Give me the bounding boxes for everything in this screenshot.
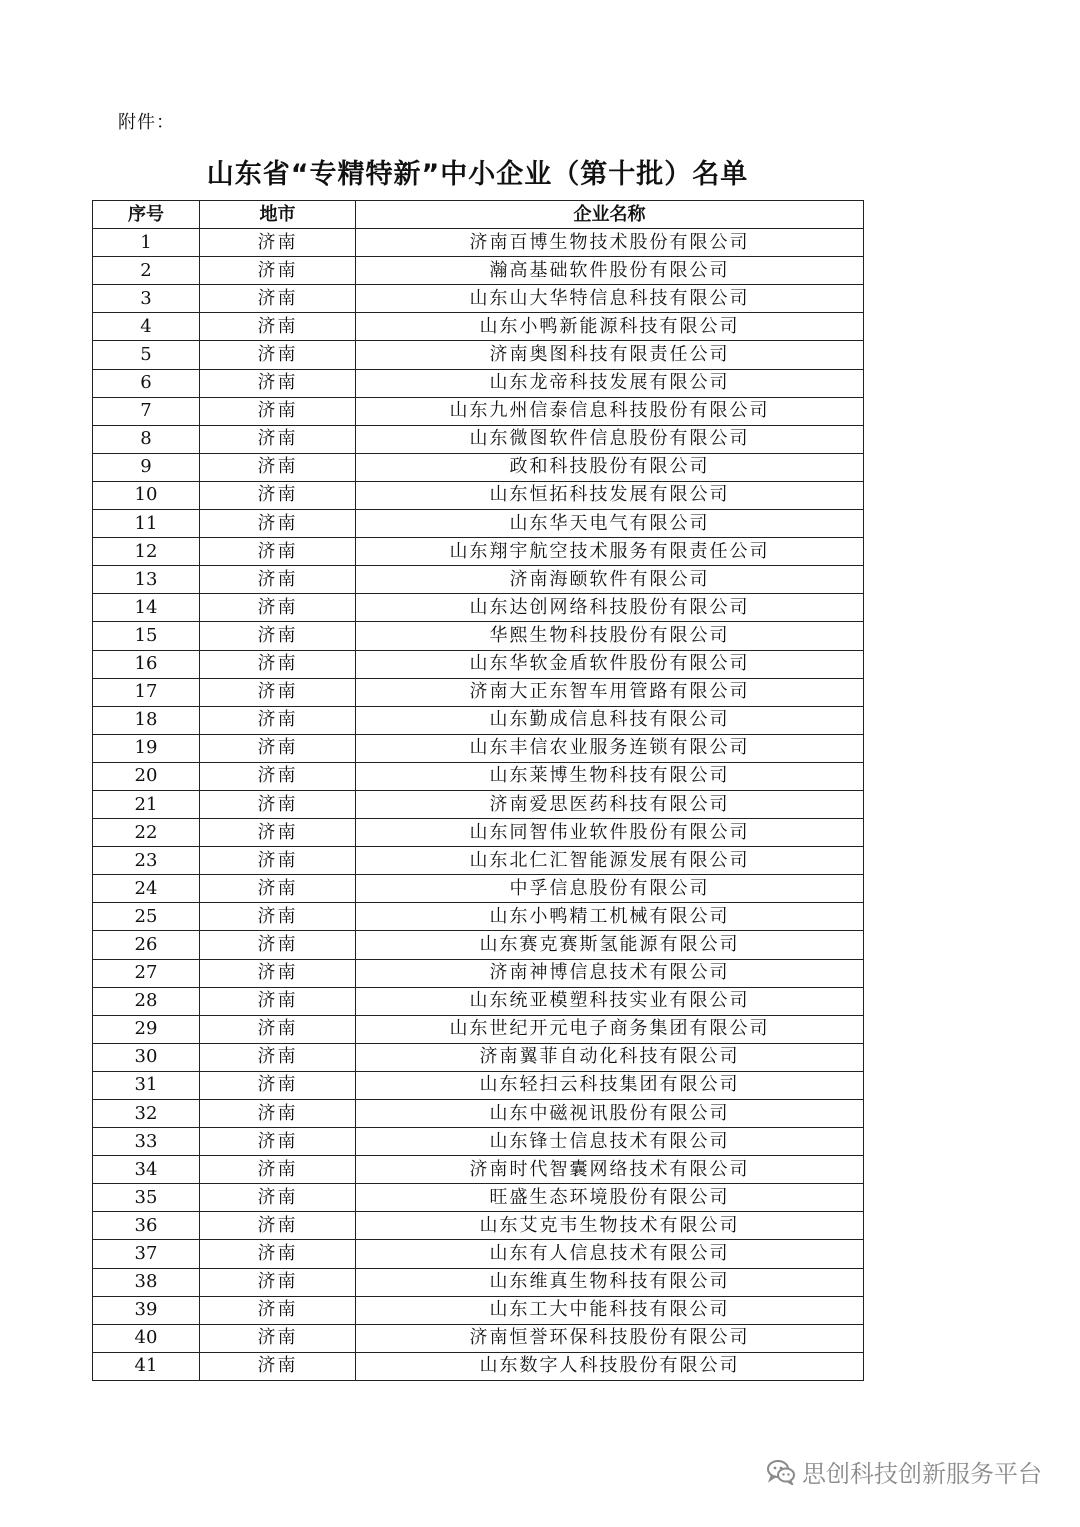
row-company: 山东勤成信息科技有限公司 <box>356 706 864 734</box>
table-row <box>93 1043 864 1071</box>
row-company: 山东小鸭新能源科技有限公司 <box>356 313 864 341</box>
table-row <box>93 425 864 453</box>
row-city: 济南 <box>200 369 356 397</box>
attachment-label: 附件： <box>118 112 175 133</box>
row-index: 33 <box>93 1128 200 1156</box>
row-index: 10 <box>93 481 200 509</box>
row-company: 济南恒誉环保科技股份有限公司 <box>356 1324 864 1352</box>
column-header-company: 企业名称 <box>356 201 864 229</box>
row-city: 济南 <box>200 1128 356 1156</box>
row-company: 济南奥图科技有限责任公司 <box>356 341 864 369</box>
watermark-text: 思创科技创新服务平台 <box>802 1460 1042 1488</box>
row-company: 山东丰信农业服务连锁有限公司 <box>356 734 864 762</box>
row-city: 济南 <box>200 819 356 847</box>
row-company: 山东北仁汇智能源发展有限公司 <box>356 847 864 875</box>
row-index: 12 <box>93 538 200 566</box>
row-index: 11 <box>93 510 200 538</box>
row-city: 济南 <box>200 425 356 453</box>
table-row <box>93 538 864 566</box>
row-company: 山东小鸭精工机械有限公司 <box>356 903 864 931</box>
row-city: 济南 <box>200 453 356 481</box>
table-row <box>93 1015 864 1043</box>
row-company: 山东世纪开元电子商务集团有限公司 <box>356 1015 864 1043</box>
row-company: 济南翼菲自动化科技有限公司 <box>356 1043 864 1071</box>
row-company: 济南百博生物技术股份有限公司 <box>356 229 864 257</box>
row-city: 济南 <box>200 1100 356 1128</box>
row-index: 2 <box>93 257 200 285</box>
row-index: 26 <box>93 931 200 959</box>
row-index: 23 <box>93 847 200 875</box>
row-company: 山东轻扫云科技集团有限公司 <box>356 1071 864 1099</box>
row-index: 34 <box>93 1156 200 1184</box>
table-row <box>93 285 864 313</box>
row-city: 济南 <box>200 734 356 762</box>
row-city: 济南 <box>200 762 356 790</box>
row-index: 22 <box>93 819 200 847</box>
table-row <box>93 706 864 734</box>
row-index: 32 <box>93 1100 200 1128</box>
row-company: 旺盛生态环境股份有限公司 <box>356 1184 864 1212</box>
row-index: 16 <box>93 650 200 678</box>
table-row <box>93 650 864 678</box>
table-row <box>93 875 864 903</box>
table-body <box>93 229 864 1381</box>
table-row <box>93 1240 864 1268</box>
row-index: 1 <box>93 229 200 257</box>
row-city: 济南 <box>200 1324 356 1352</box>
table-row <box>93 397 864 425</box>
table-row <box>93 229 864 257</box>
row-city: 济南 <box>200 1071 356 1099</box>
row-company: 山东锋士信息技术有限公司 <box>356 1128 864 1156</box>
row-company: 山东统亚模塑科技实业有限公司 <box>356 987 864 1015</box>
row-index: 6 <box>93 369 200 397</box>
table-row <box>93 903 864 931</box>
table-row <box>93 1212 864 1240</box>
row-city: 济南 <box>200 538 356 566</box>
row-city: 济南 <box>200 847 356 875</box>
table-row <box>93 1128 864 1156</box>
table-row <box>93 1184 864 1212</box>
row-index: 9 <box>93 453 200 481</box>
row-index: 39 <box>93 1296 200 1324</box>
row-city: 济南 <box>200 622 356 650</box>
row-company: 山东翔宇航空技术服务有限责任公司 <box>356 538 864 566</box>
row-index: 29 <box>93 1015 200 1043</box>
row-city: 济南 <box>200 1296 356 1324</box>
row-index: 40 <box>93 1324 200 1352</box>
row-index: 3 <box>93 285 200 313</box>
watermark <box>766 1454 1042 1489</box>
enterprise-table <box>92 200 864 1381</box>
row-city: 济南 <box>200 313 356 341</box>
row-city: 济南 <box>200 1184 356 1212</box>
table-row <box>93 790 864 818</box>
row-city: 济南 <box>200 790 356 818</box>
row-company: 山东微图软件信息股份有限公司 <box>356 425 864 453</box>
row-index: 4 <box>93 313 200 341</box>
row-index: 17 <box>93 678 200 706</box>
table-row <box>93 987 864 1015</box>
row-company: 山东艾克韦生物技术有限公司 <box>356 1212 864 1240</box>
row-index: 14 <box>93 594 200 622</box>
row-index: 31 <box>93 1071 200 1099</box>
row-index: 25 <box>93 903 200 931</box>
row-index: 13 <box>93 566 200 594</box>
row-city: 济南 <box>200 987 356 1015</box>
row-company: 济南神博信息技术有限公司 <box>356 959 864 987</box>
table-row <box>93 510 864 538</box>
table-row <box>93 931 864 959</box>
table-header-row <box>93 201 864 229</box>
row-company: 山东达创网络科技股份有限公司 <box>356 594 864 622</box>
table-row <box>93 369 864 397</box>
row-city: 济南 <box>200 1352 356 1380</box>
row-city: 济南 <box>200 285 356 313</box>
table-row <box>93 1296 864 1324</box>
row-company: 山东数字人科技股份有限公司 <box>356 1352 864 1380</box>
row-index: 37 <box>93 1240 200 1268</box>
row-city: 济南 <box>200 903 356 931</box>
row-company: 济南海颐软件有限公司 <box>356 566 864 594</box>
row-company: 瀚高基础软件股份有限公司 <box>356 257 864 285</box>
row-city: 济南 <box>200 1043 356 1071</box>
table-row <box>93 341 864 369</box>
table-row <box>93 1324 864 1352</box>
row-company: 山东九州信泰信息科技股份有限公司 <box>356 397 864 425</box>
table-row <box>93 453 864 481</box>
table-row <box>93 762 864 790</box>
row-company: 山东工大中能科技有限公司 <box>356 1296 864 1324</box>
table-row <box>93 1352 864 1380</box>
row-company: 济南时代智囊网络技术有限公司 <box>356 1156 864 1184</box>
row-city: 济南 <box>200 1240 356 1268</box>
row-city: 济南 <box>200 1212 356 1240</box>
row-company: 济南大正东智车用管路有限公司 <box>356 678 864 706</box>
row-city: 济南 <box>200 650 356 678</box>
row-index: 8 <box>93 425 200 453</box>
table-row <box>93 1268 864 1296</box>
row-city: 济南 <box>200 1268 356 1296</box>
row-city: 济南 <box>200 257 356 285</box>
row-city: 济南 <box>200 229 356 257</box>
table-row <box>93 678 864 706</box>
row-index: 19 <box>93 734 200 762</box>
row-index: 20 <box>93 762 200 790</box>
table-row <box>93 847 864 875</box>
row-index: 38 <box>93 1268 200 1296</box>
row-city: 济南 <box>200 875 356 903</box>
row-company: 山东中磁视讯股份有限公司 <box>356 1100 864 1128</box>
row-company: 山东莱博生物科技有限公司 <box>356 762 864 790</box>
table-row <box>93 594 864 622</box>
row-company: 华熙生物科技股份有限公司 <box>356 622 864 650</box>
row-company: 山东同智伟业软件股份有限公司 <box>356 819 864 847</box>
row-index: 35 <box>93 1184 200 1212</box>
row-city: 济南 <box>200 481 356 509</box>
row-company: 政和科技股份有限公司 <box>356 453 864 481</box>
row-city: 济南 <box>200 1156 356 1184</box>
row-company: 济南爱思医药科技有限公司 <box>356 790 864 818</box>
row-index: 36 <box>93 1212 200 1240</box>
row-company: 山东维真生物科技有限公司 <box>356 1268 864 1296</box>
row-index: 24 <box>93 875 200 903</box>
page-title: 山东省“专精特新”中小企业（第十批）名单 <box>206 159 749 190</box>
row-company: 山东华软金盾软件股份有限公司 <box>356 650 864 678</box>
row-city: 济南 <box>200 510 356 538</box>
row-index: 7 <box>93 397 200 425</box>
row-city: 济南 <box>200 959 356 987</box>
row-city: 济南 <box>200 341 356 369</box>
table-row <box>93 1100 864 1128</box>
row-company: 山东恒拓科技发展有限公司 <box>356 481 864 509</box>
table-row <box>93 622 864 650</box>
table-row <box>93 959 864 987</box>
row-index: 30 <box>93 1043 200 1071</box>
table-row <box>93 819 864 847</box>
row-index: 21 <box>93 790 200 818</box>
table-row <box>93 313 864 341</box>
row-index: 27 <box>93 959 200 987</box>
row-company: 山东龙帝科技发展有限公司 <box>356 369 864 397</box>
table-row <box>93 734 864 762</box>
row-index: 41 <box>93 1352 200 1380</box>
row-city: 济南 <box>200 397 356 425</box>
row-city: 济南 <box>200 678 356 706</box>
row-index: 5 <box>93 341 200 369</box>
row-company: 山东赛克赛斯氢能源有限公司 <box>356 931 864 959</box>
row-company: 山东有人信息技术有限公司 <box>356 1240 864 1268</box>
row-company: 山东华天电气有限公司 <box>356 510 864 538</box>
row-city: 济南 <box>200 931 356 959</box>
row-index: 28 <box>93 987 200 1015</box>
row-index: 15 <box>93 622 200 650</box>
table-row <box>93 1156 864 1184</box>
row-company: 山东山大华特信息科技有限公司 <box>356 285 864 313</box>
column-header-index: 序号 <box>93 201 200 229</box>
row-city: 济南 <box>200 1015 356 1043</box>
column-header-city: 地市 <box>200 201 356 229</box>
table-row <box>93 1071 864 1099</box>
wechat-icon <box>766 1459 796 1485</box>
row-index: 18 <box>93 706 200 734</box>
table-row <box>93 481 864 509</box>
table-row <box>93 566 864 594</box>
row-city: 济南 <box>200 566 356 594</box>
row-city: 济南 <box>200 594 356 622</box>
table-row <box>93 257 864 285</box>
row-company: 中孚信息股份有限公司 <box>356 875 864 903</box>
row-city: 济南 <box>200 706 356 734</box>
